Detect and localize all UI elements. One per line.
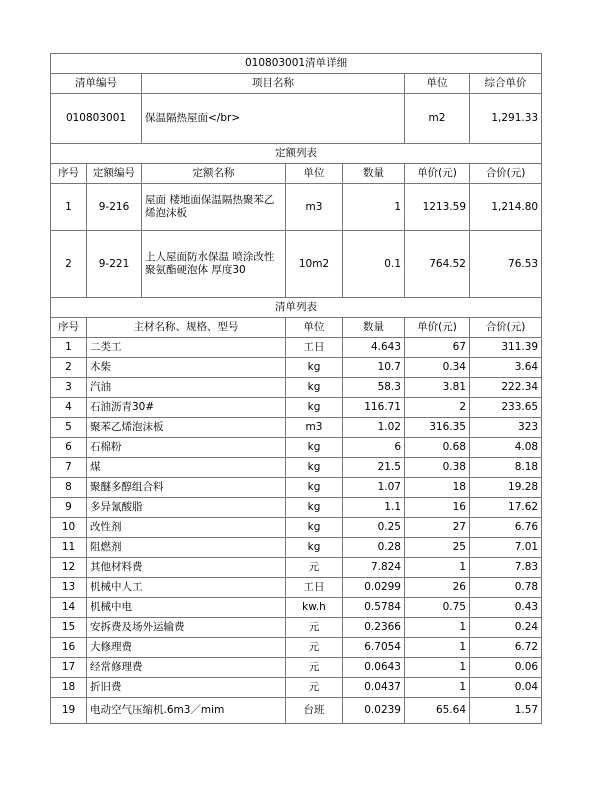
- material-qty: 0.25: [343, 518, 405, 538]
- material-row: [51, 638, 542, 658]
- material-total: 7.01: [470, 538, 542, 558]
- material-row: [51, 478, 542, 498]
- material-row: [51, 698, 542, 724]
- material-price: 1: [405, 558, 470, 578]
- quota-qty: 1: [343, 184, 405, 231]
- material-row: [51, 678, 542, 698]
- quota-seq-header: 序号: [51, 164, 87, 184]
- quota-name-header: 定额名称: [142, 164, 286, 184]
- material-seq: 7: [51, 458, 87, 478]
- material-name: 二类工: [87, 338, 286, 358]
- quota-qty: 0.1: [343, 231, 405, 298]
- material-name: 汽油: [87, 378, 286, 398]
- quota-code: 9-221: [87, 231, 142, 298]
- material-total: 311.39: [470, 338, 542, 358]
- material-row: [51, 398, 542, 418]
- material-qty: 1.07: [343, 478, 405, 498]
- material-price: 0.75: [405, 598, 470, 618]
- material-qty: 1.02: [343, 418, 405, 438]
- material-price: 316.35: [405, 418, 470, 438]
- material-qty: 7.824: [343, 558, 405, 578]
- material-qty: 0.0437: [343, 678, 405, 698]
- material-seq: 5: [51, 418, 87, 438]
- material-unit: kg: [286, 378, 343, 398]
- material-qty: 6: [343, 438, 405, 458]
- material-price: 0.38: [405, 458, 470, 478]
- material-name: 安拆费及场外运输费: [87, 618, 286, 638]
- material-qty-header: 数量: [343, 318, 405, 338]
- material-unit: kg: [286, 358, 343, 378]
- material-name: 电动空气压缩机.6m3／mim: [87, 698, 286, 724]
- material-total: 233.65: [470, 398, 542, 418]
- material-unit: 元: [286, 558, 343, 578]
- material-total: 19.28: [470, 478, 542, 498]
- material-qty: 0.28: [343, 538, 405, 558]
- material-unit: 台班: [286, 698, 343, 724]
- quota-price-header: 单价(元): [405, 164, 470, 184]
- material-unit: kg: [286, 398, 343, 418]
- material-qty: 1.1: [343, 498, 405, 518]
- material-price: 65.64: [405, 698, 470, 724]
- quota-price: 764.52: [405, 231, 470, 298]
- material-price: 0.34: [405, 358, 470, 378]
- material-row: [51, 538, 542, 558]
- sheet-title: 010803001清单详细: [51, 54, 542, 74]
- material-name: 石油沥青30#: [87, 398, 286, 418]
- quota-row: [51, 184, 542, 231]
- quota-code: 9-216: [87, 184, 142, 231]
- material-row: [51, 358, 542, 378]
- item-unit: m2: [405, 94, 470, 144]
- material-name: 煤: [87, 458, 286, 478]
- material-total: 4.08: [470, 438, 542, 458]
- material-name: 多异氰酸脂: [87, 498, 286, 518]
- material-qty: 21.5: [343, 458, 405, 478]
- material-qty: 58.3: [343, 378, 405, 398]
- material-total: 222.34: [470, 378, 542, 398]
- material-price: 1: [405, 638, 470, 658]
- material-price: 67: [405, 338, 470, 358]
- material-qty: 0.0299: [343, 578, 405, 598]
- quota-unit: 10m2: [286, 231, 343, 298]
- material-total: 0.43: [470, 598, 542, 618]
- material-total: 7.83: [470, 558, 542, 578]
- material-name: 其他材料费: [87, 558, 286, 578]
- material-unit-header: 单位: [286, 318, 343, 338]
- material-row: [51, 598, 542, 618]
- material-row: [51, 418, 542, 438]
- quota-section-title: 定额列表: [51, 144, 542, 164]
- material-name: 机械中人工: [87, 578, 286, 598]
- quota-seq: 1: [51, 184, 87, 231]
- material-unit: kw.h: [286, 598, 343, 618]
- material-section-title: 清单列表: [51, 298, 542, 318]
- material-seq: 15: [51, 618, 87, 638]
- item-price-header: 综合单价: [470, 74, 542, 94]
- item-code-header: 清单编号: [51, 74, 142, 94]
- material-name: 改性剂: [87, 518, 286, 538]
- quota-code-header: 定额编号: [87, 164, 142, 184]
- material-name: 聚苯乙烯泡沫板: [87, 418, 286, 438]
- material-unit: kg: [286, 438, 343, 458]
- material-row: [51, 378, 542, 398]
- material-seq: 13: [51, 578, 87, 598]
- material-qty: 0.2366: [343, 618, 405, 638]
- material-qty: 10.7: [343, 358, 405, 378]
- quota-price: 1213.59: [405, 184, 470, 231]
- material-qty: 0.0239: [343, 698, 405, 724]
- material-name: 阻燃剂: [87, 538, 286, 558]
- material-total: 1.57: [470, 698, 542, 724]
- material-seq: 9: [51, 498, 87, 518]
- material-total: 8.18: [470, 458, 542, 478]
- material-total: 323: [470, 418, 542, 438]
- material-price: 16: [405, 498, 470, 518]
- material-price: 0.68: [405, 438, 470, 458]
- material-name: 机械中电: [87, 598, 286, 618]
- item-code: 010803001: [51, 94, 142, 144]
- material-unit: kg: [286, 538, 343, 558]
- item-name: 保温隔热屋面</br>: [142, 94, 405, 144]
- material-unit: 工日: [286, 338, 343, 358]
- quota-seq: 2: [51, 231, 87, 298]
- detail-sheet: [50, 53, 542, 724]
- quota-total: 76.53: [470, 231, 542, 298]
- material-total: 3.64: [470, 358, 542, 378]
- material-row: [51, 338, 542, 358]
- material-unit: 元: [286, 658, 343, 678]
- material-qty: 6.7054: [343, 638, 405, 658]
- material-seq: 2: [51, 358, 87, 378]
- material-row: [51, 498, 542, 518]
- material-price: 1: [405, 678, 470, 698]
- material-price: 26: [405, 578, 470, 598]
- material-unit: kg: [286, 518, 343, 538]
- material-qty: 0.5784: [343, 598, 405, 618]
- material-seq: 8: [51, 478, 87, 498]
- quota-row: [51, 231, 542, 298]
- material-price: 1: [405, 658, 470, 678]
- material-price: 3.81: [405, 378, 470, 398]
- material-name: 经常修理费: [87, 658, 286, 678]
- material-price: 1: [405, 618, 470, 638]
- material-price: 27: [405, 518, 470, 538]
- material-unit: 元: [286, 618, 343, 638]
- item-price: 1,291.33: [470, 94, 542, 144]
- material-total: 0.06: [470, 658, 542, 678]
- quota-name: 屋面 楼地面保温隔热聚苯乙烯泡沫板: [142, 184, 286, 231]
- material-seq: 4: [51, 398, 87, 418]
- material-seq: 19: [51, 698, 87, 724]
- material-price: 18: [405, 478, 470, 498]
- material-seq: 6: [51, 438, 87, 458]
- material-qty: 0.0643: [343, 658, 405, 678]
- material-total: 0.78: [470, 578, 542, 598]
- material-name: 木柴: [87, 358, 286, 378]
- material-total: 6.76: [470, 518, 542, 538]
- material-total: 6.72: [470, 638, 542, 658]
- material-row: [51, 618, 542, 638]
- material-row: [51, 578, 542, 598]
- material-unit: kg: [286, 498, 343, 518]
- item-unit-header: 单位: [405, 74, 470, 94]
- material-unit: 元: [286, 678, 343, 698]
- material-seq: 1: [51, 338, 87, 358]
- material-seq: 11: [51, 538, 87, 558]
- material-total-header: 合价(元): [470, 318, 542, 338]
- material-name: 聚醚多醇组合料: [87, 478, 286, 498]
- material-name: 折旧费: [87, 678, 286, 698]
- material-row: [51, 518, 542, 538]
- material-name: 大修理费: [87, 638, 286, 658]
- material-price: 25: [405, 538, 470, 558]
- quota-total-header: 合价(元): [470, 164, 542, 184]
- quota-total: 1,214.80: [470, 184, 542, 231]
- quota-name: 上人屋面防水保温 喷涂改性聚氨酯硬泡体 厚度30: [142, 231, 286, 298]
- material-total: 0.04: [470, 678, 542, 698]
- material-total: 17.62: [470, 498, 542, 518]
- quota-qty-header: 数量: [343, 164, 405, 184]
- material-rows: [51, 338, 542, 724]
- material-seq-header: 序号: [51, 318, 87, 338]
- quota-unit-header: 单位: [286, 164, 343, 184]
- material-unit: kg: [286, 478, 343, 498]
- material-seq: 12: [51, 558, 87, 578]
- material-price: 2: [405, 398, 470, 418]
- material-name-header: 主材名称、规格、型号: [87, 318, 286, 338]
- material-row: [51, 438, 542, 458]
- material-total: 0.24: [470, 618, 542, 638]
- material-seq: 17: [51, 658, 87, 678]
- material-seq: 18: [51, 678, 87, 698]
- material-row: [51, 658, 542, 678]
- material-row: [51, 558, 542, 578]
- material-qty: 4.643: [343, 338, 405, 358]
- material-unit: kg: [286, 458, 343, 478]
- material-unit: 元: [286, 638, 343, 658]
- material-seq: 14: [51, 598, 87, 618]
- material-seq: 3: [51, 378, 87, 398]
- item-name-header: 项目名称: [142, 74, 405, 94]
- material-seq: 10: [51, 518, 87, 538]
- material-unit: m3: [286, 418, 343, 438]
- material-seq: 16: [51, 638, 87, 658]
- material-price-header: 单价(元): [405, 318, 470, 338]
- material-row: [51, 458, 542, 478]
- material-qty: 116.71: [343, 398, 405, 418]
- material-name: 石棉粉: [87, 438, 286, 458]
- quota-unit: m3: [286, 184, 343, 231]
- material-unit: 工日: [286, 578, 343, 598]
